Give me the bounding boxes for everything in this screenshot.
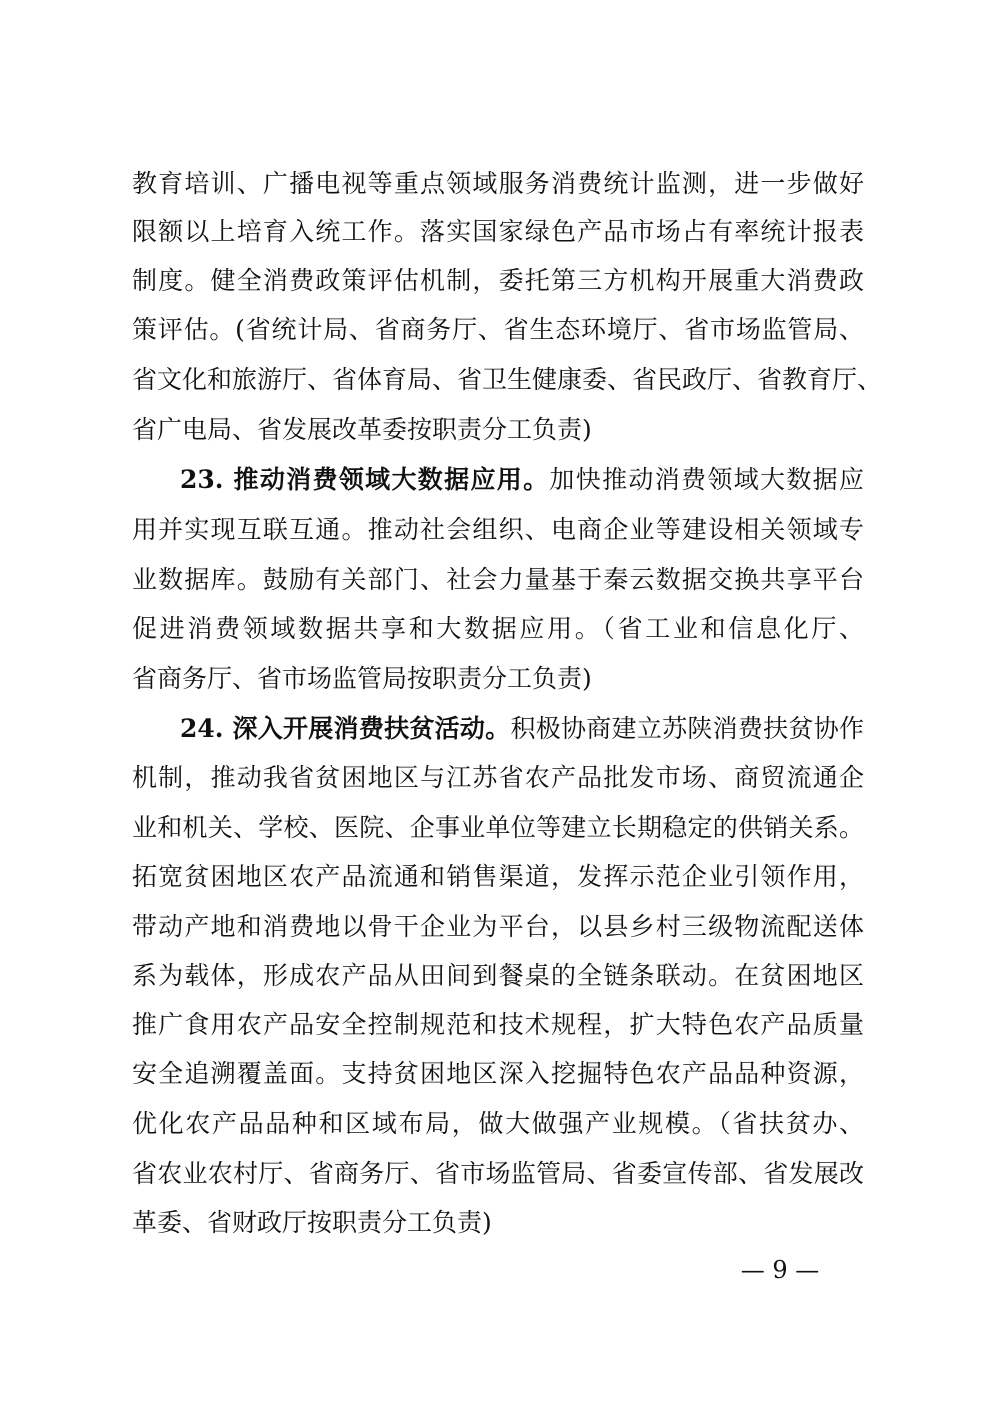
- text-line: 教育培训、广播电视等重点领域服务消费统计监测，进一步做好: [132, 169, 864, 198]
- item-24-heading: 24. 深入开展消费扶贫活动。: [180, 714, 511, 743]
- text-line: 业数据库。鼓励有关部门、社会力量基于秦云数据交换共享平台: [132, 565, 864, 594]
- text-line: 优化农产品品种和区域布局，做大做强产业规模。（省扶贫办、: [132, 1109, 864, 1138]
- text-line: 用并实现互联互通。推动社会组织、电商企业等建设相关领域专: [132, 515, 864, 544]
- text-line: 业和机关、学校、医院、企事业单位等建立长期稳定的供销关系。: [132, 813, 864, 842]
- text-line: 限额以上培育入统工作。落实国家绿色产品市场占有率统计报表: [132, 217, 864, 246]
- text-line: 推广食用农产品安全控制规范和技术规程，扩大特色农产品质量: [132, 1010, 864, 1039]
- text-line: 省广电局、省发展改革委按职责分工负责): [132, 415, 592, 444]
- text-line: 革委、省财政厅按职责分工负责): [132, 1208, 492, 1237]
- item-24-first-line: [180, 705, 864, 753]
- text-line: 策评估。(省统计局、省商务厅、省生态环境厅、省市场监管局、: [132, 315, 864, 344]
- text-line: 系为载体，形成农产品从田间到餐桌的全链条联动。在贫困地区: [132, 961, 864, 990]
- text-line: 省农业农村厅、省商务厅、省市场监管局、省委宣传部、省发展改: [132, 1159, 864, 1188]
- item-23-first-line: [180, 456, 864, 504]
- item-23-heading: 23. 推动消费领域大数据应用。: [180, 465, 550, 494]
- text-line: 促进消费领域数据共享和大数据应用。（省工业和信息化厅、: [132, 614, 864, 643]
- text-line: 机制，推动我省贫困地区与江苏省农产品批发市场、商贸流通企: [132, 763, 864, 792]
- text-line: 带动产地和消费地以骨干企业为平台，以县乡村三级物流配送体: [132, 912, 864, 941]
- text-line: 制度。健全消费政策评估机制，委托第三方机构开展重大消费政: [132, 266, 864, 295]
- item-23-first-line-text: 加快推动消费领域大数据应: [549, 465, 864, 494]
- text-line: 安全追溯覆盖面。支持贫困地区深入挖掘特色农产品品种资源，: [132, 1059, 864, 1088]
- text-line: 省商务厅、省市场监管局按职责分工负责): [132, 664, 592, 693]
- text-line: 拓宽贫困地区农产品流通和销售渠道，发挥示范企业引领作用，: [132, 862, 864, 891]
- text-line: 省文化和旅游厅、省体育局、省卫生健康委、省民政厅、省教育厅、: [132, 365, 883, 394]
- item-24-first-line-text: 积极协商建立苏陕消费扶贫协作: [510, 714, 864, 743]
- page-number: — 9 —: [740, 1256, 820, 1284]
